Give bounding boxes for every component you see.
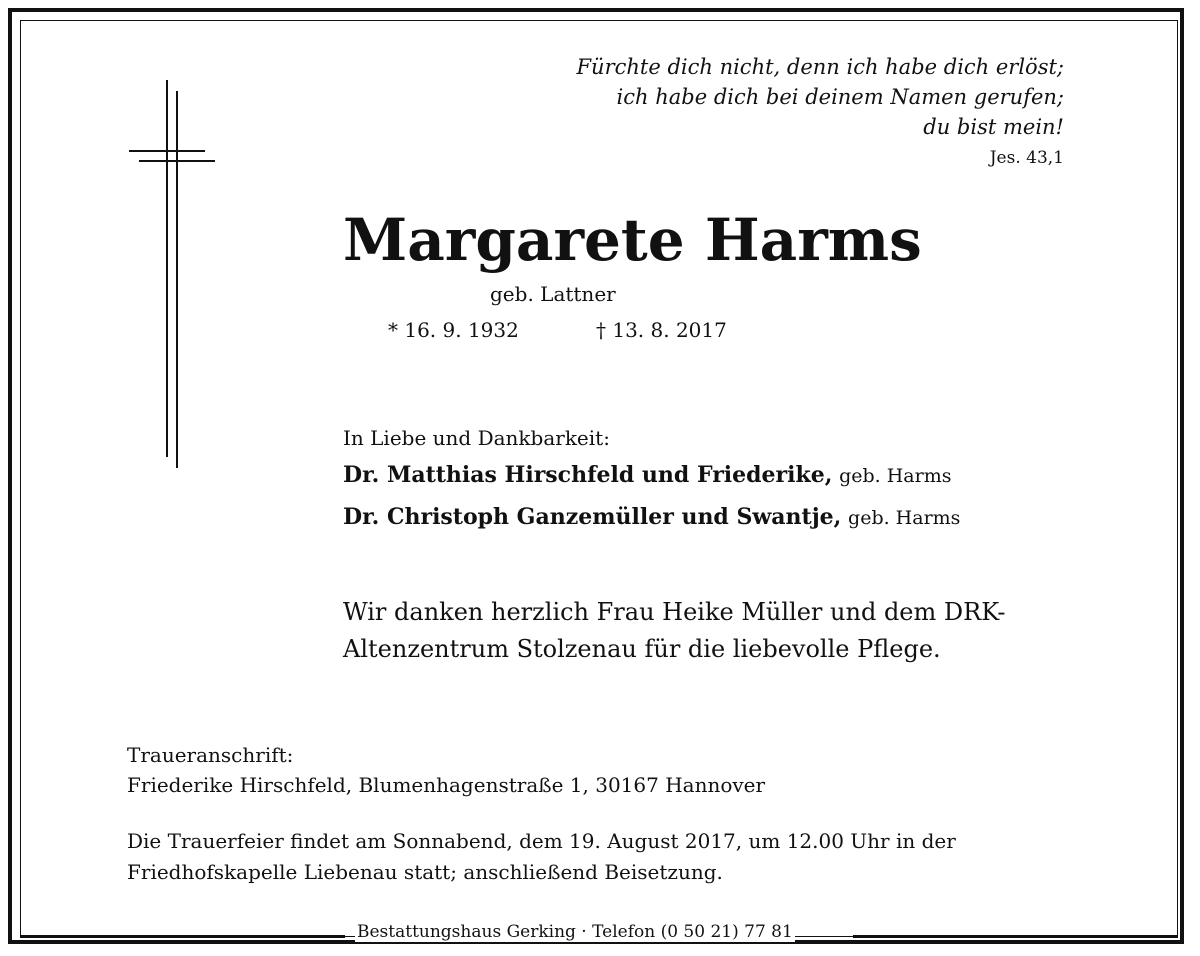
address-value: Friederike Hirschfeld, Blumenhagenstraße 1, 30167 Hannover — [127, 773, 766, 797]
mourner-nee: geb. Harms — [839, 465, 952, 487]
verse-reference: Jes. 43,1 — [989, 148, 1064, 168]
verse-line-1: Fürchte dich nicht, denn ich habe dich erlöst; — [576, 55, 1064, 79]
death-date: † 13. 8. 2017 — [596, 318, 727, 342]
mourner-nee: geb. Harms — [848, 507, 961, 529]
maiden-name: geb. Lattner — [490, 282, 616, 306]
footer-rule-left — [20, 935, 345, 938]
service-line-2: Friedhofskapelle Liebenau statt; anschließend Beisetzung. — [127, 860, 723, 884]
mourner-names: Dr. Matthias Hirschfeld und Friederike, — [343, 462, 833, 488]
birth-date: * 16. 9. 1932 — [388, 318, 519, 342]
funeral-service-info — [127, 826, 956, 888]
bible-verse — [576, 52, 1064, 142]
cross-vertical-bar-left — [166, 80, 168, 457]
thanks-line-2: Altenzentrum Stolzenau für die liebevolle Pflege. — [343, 635, 941, 663]
mourning-address — [127, 740, 765, 800]
address-label: Traueranschrift: — [127, 743, 294, 767]
footer-rule-right — [853, 935, 1178, 938]
mourner-names: Dr. Christoph Ganzemüller und Swantje, — [343, 504, 842, 530]
funeral-home-footer: Bestattungshaus Gerking · Telefon (0 50 21) 77 81 — [357, 922, 793, 942]
mourner-entry — [343, 504, 960, 530]
thanks-paragraph — [343, 594, 1006, 668]
cross-horizontal-bar-bottom — [139, 160, 215, 162]
thanks-line-1: Wir danken herzlich Frau Heike Müller und dem DRK- — [343, 598, 1006, 626]
cross-horizontal-bar-top — [129, 150, 205, 152]
service-line-1: Die Trauerfeier findet am Sonnabend, dem 19. August 2017, um 12.00 Uhr in der — [127, 829, 956, 853]
mourner-entry — [343, 462, 951, 488]
cross-vertical-bar-right — [176, 91, 178, 468]
verse-line-2: ich habe dich bei deinem Namen gerufen; — [616, 85, 1064, 109]
dedication-line: In Liebe und Dankbarkeit: — [343, 426, 610, 450]
deceased-name: Margarete Harms — [343, 206, 922, 274]
verse-line-3: du bist mein! — [923, 115, 1064, 139]
